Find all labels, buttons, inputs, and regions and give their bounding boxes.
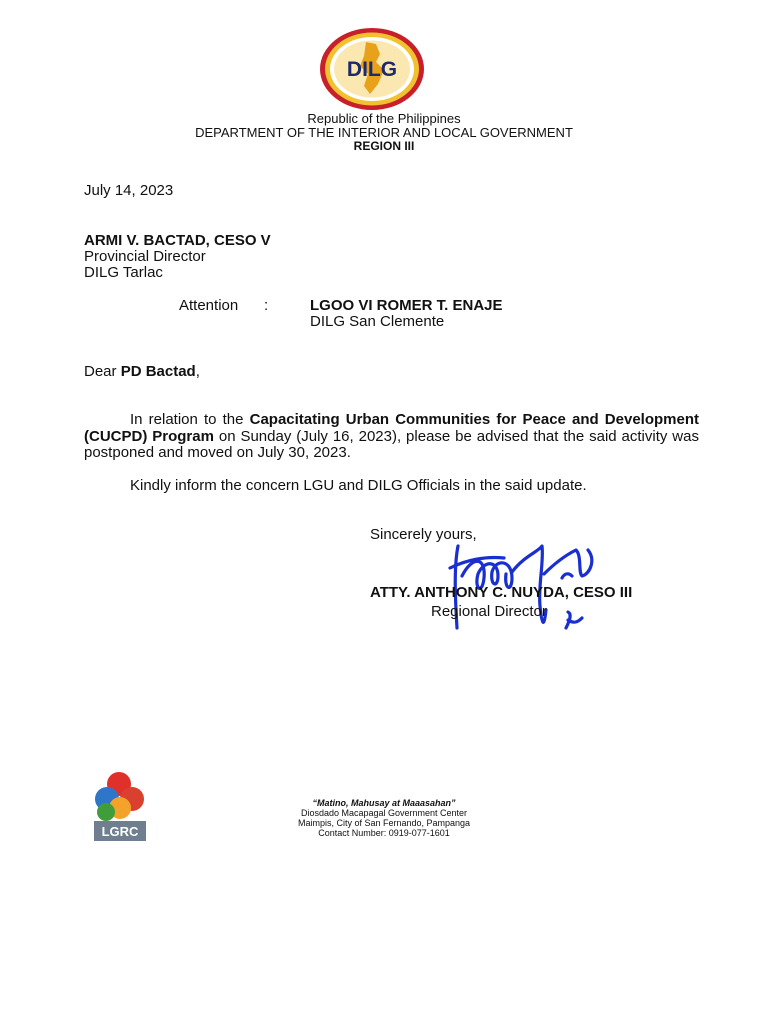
body-paragraph-1 <box>84 412 699 462</box>
lgrc-logo <box>90 771 150 843</box>
body-paragraph-2: Kindly inform the concern LGU and DILG Officials in the said update. <box>130 477 587 494</box>
footer-address-1: Diosdado Macapagal Government Center <box>300 808 468 818</box>
signature-image <box>428 516 606 640</box>
salutation-prefix: Dear <box>84 363 121 380</box>
recipient-title: Provincial Director <box>84 248 206 265</box>
body1-program: Capacitating Urban Communities for Peace and Development (CUCPD) Program <box>84 411 699 445</box>
footer-contact: Contact Number: 0919-077-1601 <box>318 828 450 838</box>
footer-address-2: Maimpis, City of San Fernando, Pampanga <box>297 818 471 828</box>
recipient-office: DILG Tarlac <box>84 264 163 281</box>
footer-motto: “Matino, Mahusay at Maaasahan” <box>312 798 456 808</box>
attention-separator: : <box>264 297 269 314</box>
body1-suffix: on Sunday (July 16, 2023), please be advised that the said activity was postponed and moved on July 30, 2023. <box>84 427 699 461</box>
attention-name: LGOO VI ROMER T. ENAJE <box>310 297 503 314</box>
letter-date: July 14, 2023 <box>84 182 174 199</box>
body1-prefix: In relation to the <box>130 411 250 428</box>
closing: Sincerely yours, <box>370 526 477 543</box>
dilg-logo-text: DILG <box>346 58 398 81</box>
lgrc-logo-text: LGRC <box>101 824 139 839</box>
signatory-title: Regional Director <box>431 603 547 620</box>
dilg-seal-logo <box>318 26 426 112</box>
salutation <box>84 364 200 380</box>
header-republic: Republic of the Philippines <box>307 111 461 126</box>
signatory-name: ATTY. ANTHONY C. NUYDA, CESO III <box>370 584 633 601</box>
salutation-suffix: , <box>195 363 200 380</box>
attention-label: Attention <box>179 297 239 314</box>
attention-office: DILG San Clemente <box>310 313 445 330</box>
salutation-name: PD Bactad <box>120 363 196 380</box>
header-region: REGION III <box>353 139 415 153</box>
header-department: DEPARTMENT OF THE INTERIOR AND LOCAL GOVERNMENT <box>195 125 573 140</box>
recipient-name: ARMI V. BACTAD, CESO V <box>84 232 271 249</box>
